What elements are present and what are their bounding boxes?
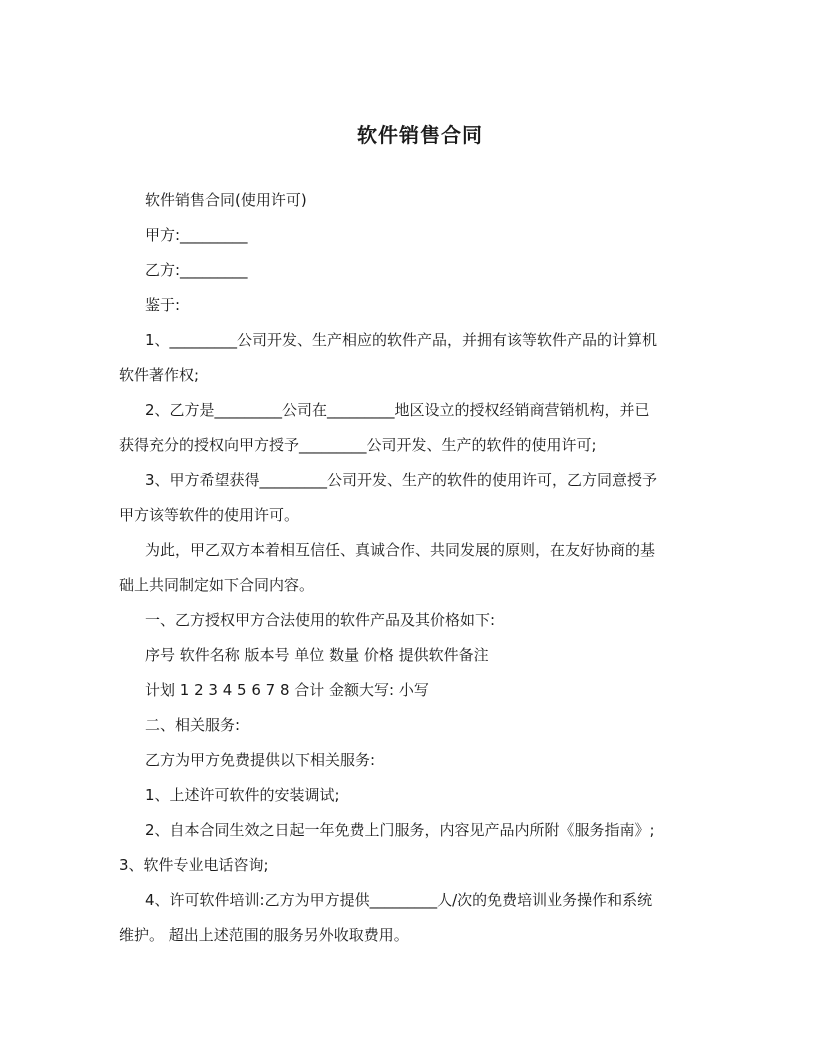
service-item-3: 3、软件专业电话咨询; xyxy=(119,856,269,874)
product-table-header: 序号 软件名称 版本号 单位 数量 价格 提供软件备注 xyxy=(145,646,489,664)
recital-1-line-1: 1、_________公司开发、生产相应的软件产品，并拥有该等软件产品的计算机 xyxy=(145,331,658,349)
service-item-4-line-2: 维护。 超出上述范围的服务另外收取费用。 xyxy=(119,926,409,944)
recital-2-line-1: 2、乙方是_________公司在_________地区设立的授权经销商营销机构，并已 xyxy=(145,401,650,419)
contract-subtitle: 软件销售合同(使用许可) xyxy=(145,191,307,209)
document-title: 软件销售合同 xyxy=(357,123,483,147)
preamble-line-2: 础上共同制定如下合同内容。 xyxy=(119,576,315,594)
service-item-4-line-1: 4、许可软件培训:乙方为甲方提供_________人/次的免费培训业务操作和系统 xyxy=(145,891,653,909)
product-table-row: 计划 1 2 3 4 5 6 7 8 合计 金额大写: 小写 xyxy=(145,681,429,699)
party-b-line: 乙方:_________ xyxy=(145,261,248,279)
recital-2-line-2: 获得充分的授权向甲方授予_________公司开发、生产的软件的使用许可; xyxy=(119,436,597,454)
recital-3-line-2: 甲方该等软件的使用许可。 xyxy=(119,506,300,524)
services-intro: 乙方为甲方免费提供以下相关服务: xyxy=(145,751,376,769)
service-item-1: 1、上述许可软件的安装调试; xyxy=(145,786,340,804)
preamble-line-1: 为此，甲乙双方本着相互信任、真诚合作、共同发展的原则，在友好协商的基 xyxy=(145,541,656,559)
recital-3-line-1: 3、甲方希望获得_________公司开发、生产的软件的使用许可，乙方同意授予 xyxy=(145,471,658,489)
section-1-heading: 一、乙方授权甲方合法使用的软件产品及其价格如下: xyxy=(145,611,496,629)
service-item-2: 2、自本合同生效之日起一年免费上门服务，内容见产品内所附《服务指南》; xyxy=(145,821,655,839)
party-a-line: 甲方:_________ xyxy=(145,226,248,244)
recital-1-line-2: 软件著作权; xyxy=(119,366,200,384)
section-2-heading: 二、相关服务: xyxy=(145,716,241,734)
whereas-heading: 鉴于: xyxy=(145,296,181,314)
